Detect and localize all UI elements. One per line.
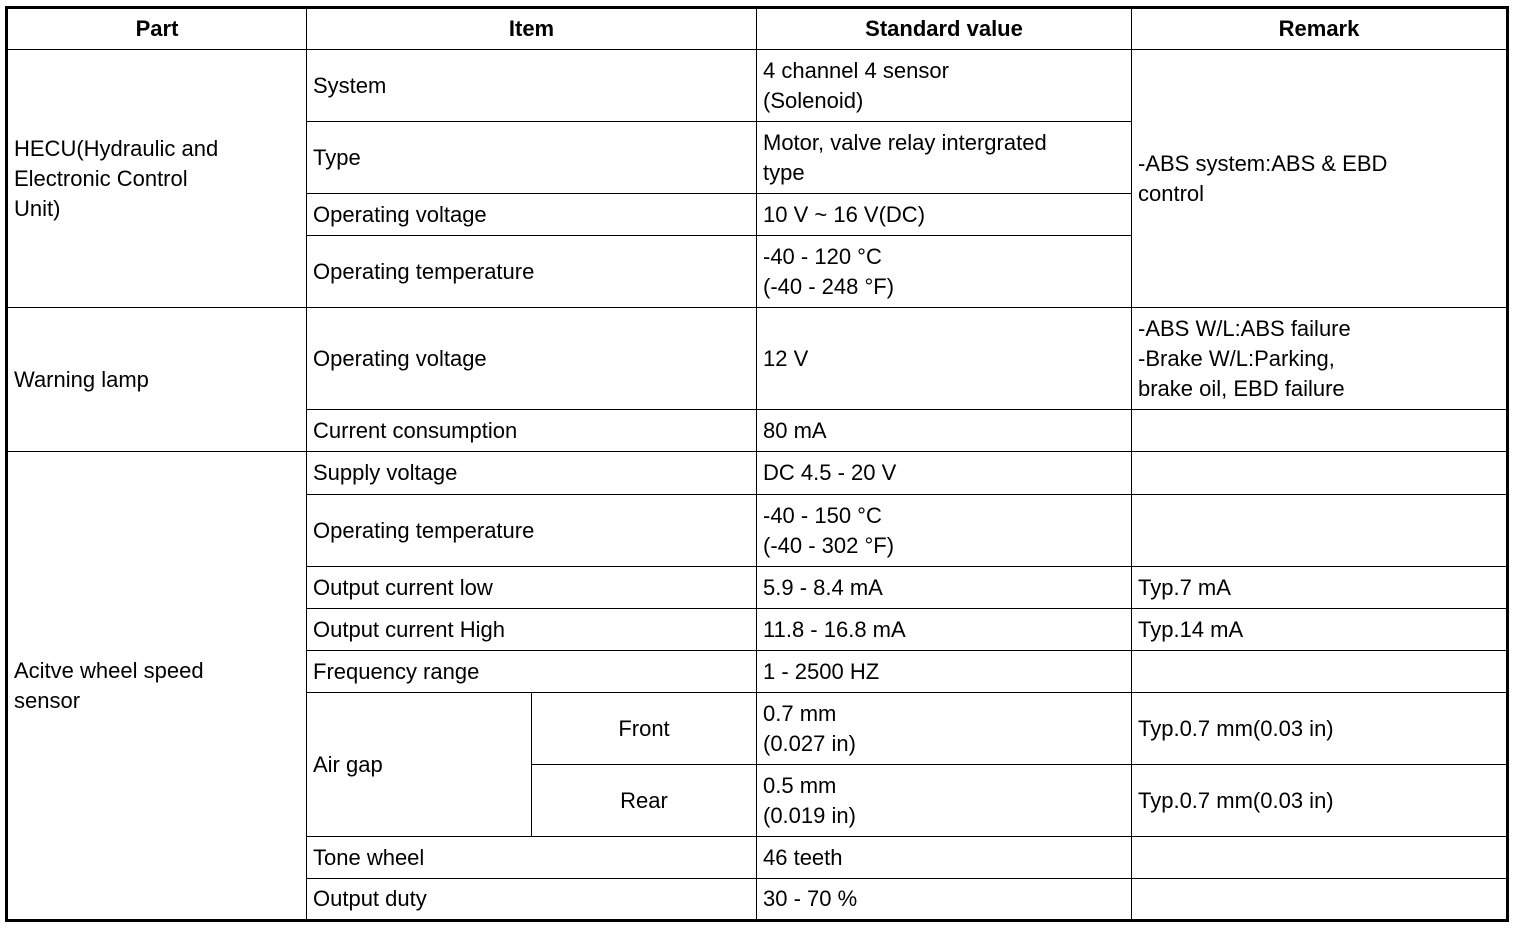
header-remark: Remark <box>1132 8 1508 50</box>
value-cell: 12 V <box>757 308 1132 410</box>
remark-cell <box>1132 495 1508 567</box>
table-row <box>7 452 1508 495</box>
value-cell: 0.5 mm (0.019 in) <box>757 765 1132 837</box>
value-cell: -40 - 150 °C (-40 - 302 °F) <box>757 495 1132 567</box>
item-cell: Type <box>307 122 757 194</box>
item-air-gap: Air gap <box>307 693 532 837</box>
part-warning-lamp: Warning lamp <box>7 308 307 452</box>
remark-cell <box>1132 651 1508 693</box>
item-cell: Tone wheel <box>307 837 757 879</box>
remark-cell: Typ.7 mA <box>1132 567 1508 609</box>
item-cell: System <box>307 50 757 122</box>
item-cell: Operating voltage <box>307 308 757 410</box>
remark-cell: Typ.14 mA <box>1132 609 1508 651</box>
value-cell: 30 - 70 % <box>757 879 1132 921</box>
header-part: Part <box>7 8 307 50</box>
item-cell: Supply voltage <box>307 452 757 495</box>
remark-cell <box>1132 837 1508 879</box>
value-cell: 5.9 - 8.4 mA <box>757 567 1132 609</box>
part-wheel-sensor: Acitve wheel speed sensor <box>7 452 307 921</box>
value-cell: 1 - 2500 HZ <box>757 651 1132 693</box>
value-cell: Motor, valve relay intergrated type <box>757 122 1132 194</box>
header-item: Item <box>307 8 757 50</box>
sub-item-rear: Rear <box>532 765 757 837</box>
value-cell: 10 V ~ 16 V(DC) <box>757 194 1132 236</box>
sub-item-front: Front <box>532 693 757 765</box>
item-cell: Operating temperature <box>307 236 757 308</box>
header-standard-value: Standard value <box>757 8 1132 50</box>
remark-cell: Typ.0.7 mm(0.03 in) <box>1132 693 1508 765</box>
item-cell: Output duty <box>307 879 757 921</box>
remark-cell: -ABS W/L:ABS failure -Brake W/L:Parking, brake oil, EBD failure <box>1132 308 1508 410</box>
remark-hecu: -ABS system:ABS & EBD control <box>1132 50 1508 308</box>
table-row <box>7 50 1508 122</box>
spec-table <box>5 6 1509 922</box>
value-cell: 46 teeth <box>757 837 1132 879</box>
item-cell: Operating temperature <box>307 495 757 567</box>
value-cell: 80 mA <box>757 410 1132 452</box>
remark-cell <box>1132 410 1508 452</box>
item-cell: Frequency range <box>307 651 757 693</box>
item-cell: Current consumption <box>307 410 757 452</box>
item-cell: Output current low <box>307 567 757 609</box>
part-hecu: HECU(Hydraulic and Electronic Control Unit) <box>7 50 307 308</box>
value-cell: 11.8 - 16.8 mA <box>757 609 1132 651</box>
value-cell: DC 4.5 - 20 V <box>757 452 1132 495</box>
value-cell: 4 channel 4 sensor (Solenoid) <box>757 50 1132 122</box>
table-row <box>7 308 1508 410</box>
value-cell: -40 - 120 °C (-40 - 248 °F) <box>757 236 1132 308</box>
remark-cell <box>1132 452 1508 495</box>
remark-cell: Typ.0.7 mm(0.03 in) <box>1132 765 1508 837</box>
value-cell: 0.7 mm (0.027 in) <box>757 693 1132 765</box>
header-row <box>7 8 1508 50</box>
remark-cell <box>1132 879 1508 921</box>
item-cell: Operating voltage <box>307 194 757 236</box>
item-cell: Output current High <box>307 609 757 651</box>
